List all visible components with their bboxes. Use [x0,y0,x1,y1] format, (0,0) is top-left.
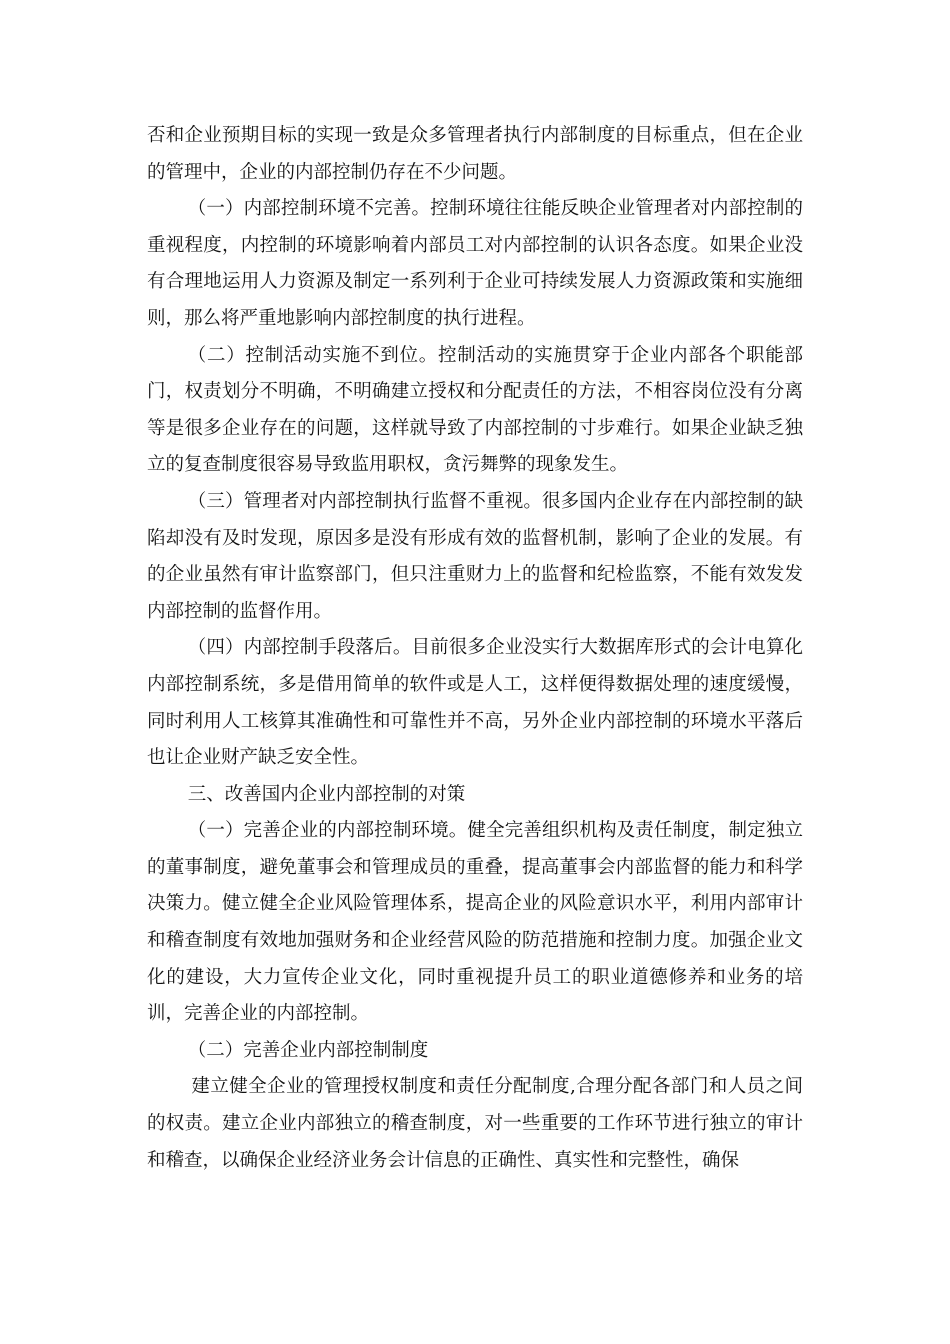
paragraph-authorization-system: 建立健全企业的管理授权制度和责任分配制度,合理分配各部门和人员之间的权责。建立企业内部独立的稽查制度，对一些重要的工作环节进行独立的审计和稽查，以确保企业经济业务会计信息的正确性、真实性和完整性，确保 [147,1076,803,1171]
subheading-improve-system: （二）完善企业内部控制制度 [187,1039,429,1061]
paragraph-control-environment: （一）内部控制环境不完善。控制环境往往能反映企业管理者对内部控制的重视程度，内控制的环境影响着内部员工对内部控制的认识各态度。如果企业没有合理地运用人力资源及制定一系列利于企业可持续发展人力资源政策和实施细则，那么将严重地影响内部控制度的执行进程。 [147,198,803,329]
paragraph-control-activities: （二）控制活动实施不到位。控制活动的实施贯穿于企业内部各个职能部门，权责划分不明确，不明确建立授权和分配责任的方法，不相容岗位没有分离等是很多企业存在的问题，这样就导致了内部控制的寸步难行。如果企业缺乏独立的复查制度很容易导致监用职权，贪污舞弊的现象发生。 [147,344,803,476]
paragraph-supervision: （三）管理者对内部控制执行监督不重视。很多国内企业存在内部控制的缺陷却没有及时发现，原因多是没有形成有效的监督机制，影响了企业的发展。有的企业虽然有审计监察部门，但只注重财力上的监督和纪检监察，不能有效发发内部控制的监督作用。 [147,490,803,622]
document-page [147,118,803,1179]
paragraph-continuation: 否和企业预期目标的实现一致是众多管理者执行内部制度的目标重点，但在企业的管理中，企业的内部控制仍存在不少问题。 [147,125,803,183]
paragraph-improve-environment: （一）完善企业的内部控制环境。健全完善组织机构及责任制度，制定独立的董事制度，避免董事会和管理成员的重叠，提高董事会内部监督的能力和科学决策力。健立健全企业风险管理体系，提高企业的风险意识水平，利用内部审计和稽查制度有效地加强财务和企业经营风险的防范措施和控制力度。加强企业文化的建设，大力宣传企业文化，同时重视提升员工的职业道德修养和业务的培训，完善企业的内部控制。 [147,820,803,1025]
section-heading-countermeasures: 三、改善国内企业内部控制的对策 [187,783,466,805]
paragraph-control-means: （四）内部控制手段落后。目前很多企业没实行大数据库形式的会计电算化内部控制系统，多是借用简单的软件或是人工，这样便得数据处理的速度缓慢，同时利用人工核算其准确性和可靠性并不高，另外企业内部控制的环境水平落后也让企业财产缺乏安全性。 [147,637,803,769]
